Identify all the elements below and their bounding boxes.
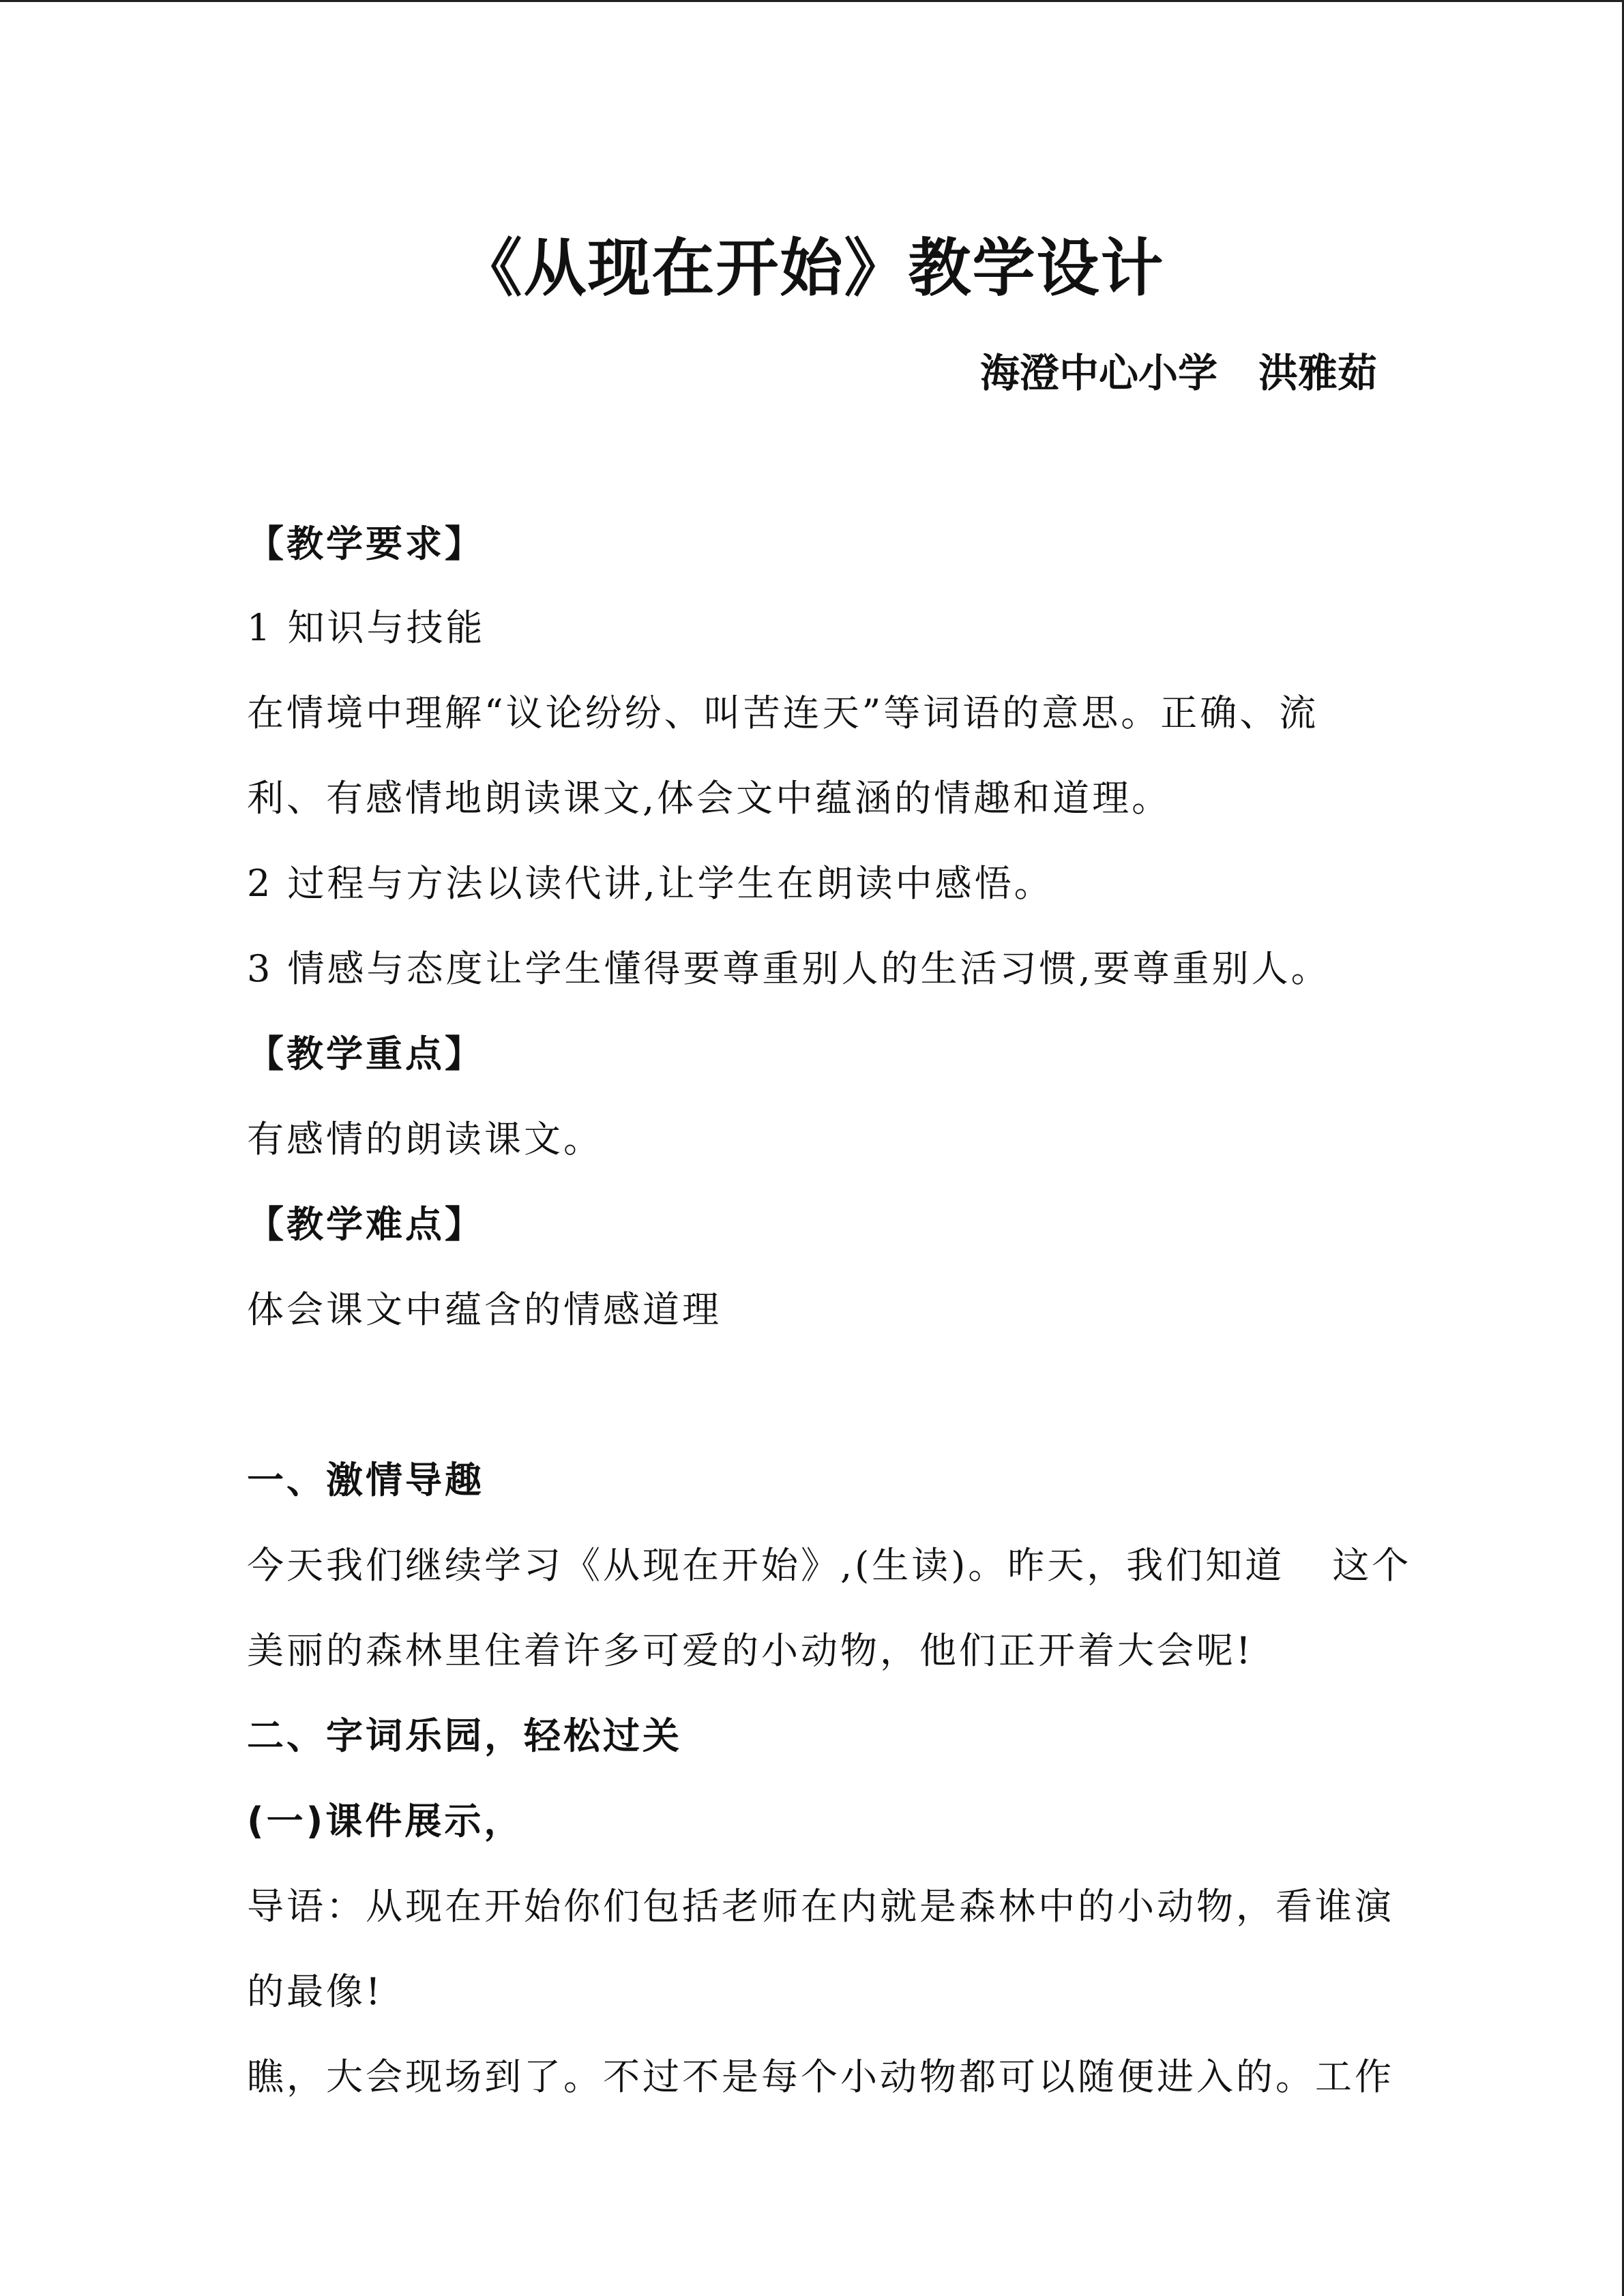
heading-key-points: 【教学重点】 xyxy=(247,1032,484,1075)
requirement-2: 2 过程与方法以读代讲,让学生在朗读中感悟。 xyxy=(247,862,1054,905)
section-1-text-line-2: 美丽的森林里住着许多可爱的小动物，他们正开着大会呢! xyxy=(247,1629,1254,1672)
section-2-subheading: (一)课件展示， xyxy=(247,1800,524,1843)
section-1-text-line-1 xyxy=(247,1536,1411,1589)
requirement-1-text-line-1: 在情境中理解“议论纷纷、叫苦连天”等词语的意思。正确、流 xyxy=(247,691,1319,734)
difficult-points-text: 体会课文中蕴含的情感道理 xyxy=(247,1288,722,1331)
requirement-1-title: 1 知识与技能 xyxy=(247,606,486,649)
author-name: 洪雅茹 xyxy=(1258,350,1377,396)
heading-difficult-points: 【教学难点】 xyxy=(247,1203,484,1246)
requirement-1-text-line-2: 利、有感情地朗读课文,体会文中蕴涵的情趣和道理。 xyxy=(247,777,1172,820)
key-points-text: 有感情的朗读课文。 xyxy=(247,1118,603,1161)
page-border-top xyxy=(0,0,1624,2)
section-2-text-line-3: 瞧，大会现场到了。不过不是每个小动物都可以随便进入的。工作 xyxy=(247,2055,1394,2098)
section-1-text-part-2: 这个 xyxy=(1332,1544,1412,1587)
section-1-text-part-1: 今天我们继续学习《从现在开始》,(生读)。昨天，我们知道 xyxy=(247,1544,1285,1587)
document-title: 《从现在开始》教学设计 xyxy=(459,232,1165,305)
author-line xyxy=(980,341,1377,398)
section-1-heading: 一、激情导趣 xyxy=(247,1459,484,1502)
author-school: 海澄中心小学 xyxy=(979,350,1217,396)
requirement-3: 3 情感与态度让学生懂得要尊重别人的生活习惯,要尊重别人。 xyxy=(247,947,1331,990)
section-2-text-line-2: 的最像! xyxy=(247,1970,383,2013)
section-2-text-line-1: 导语：从现在开始你们包括老师在内就是森林中的小动物，看谁演 xyxy=(247,1885,1394,1928)
section-2-heading: 二、字词乐园，轻松过关 xyxy=(247,1714,682,1757)
heading-teaching-requirements: 【教学要求】 xyxy=(247,522,484,565)
